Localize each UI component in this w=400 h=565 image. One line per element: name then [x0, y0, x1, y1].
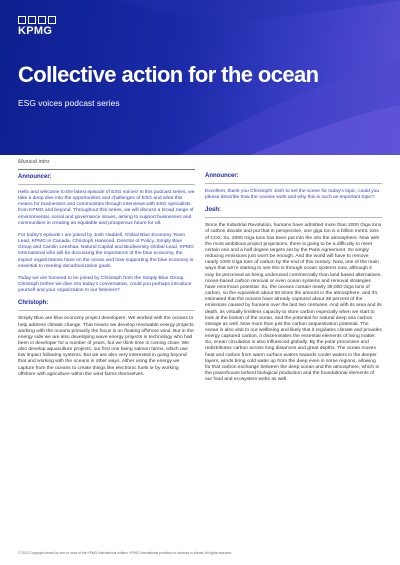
header-banner: [0, 0, 400, 155]
kpmg-logo: [18, 16, 58, 42]
paragraph-guests: For today's episode I am joined by Josh Haddell, Global Blue Economy Team Lead, KPMG in Canada, Christoph Harwood, Director of Policy, Simply Blue Group and Carolin Leeshaa, Natural Capital and Biodiversity Global Lead, KPMG International who will be discussing the importance of the blue economy, the impact organizations have on the ocean and how supporting the blue economy is essential to meeting decarbonization goals.: [18, 232, 194, 269]
footer-copyright: © 2023 Copyright owned by one or more of the KPMG International entities. KPMG International provides no services to clients. All rights reserved.: [18, 551, 233, 555]
paragraph-question-christoph: Today we are honored to be joined by Christoph from the Simply Blue Group, Christoph before we dive into today's conversation, could you perhaps introduce yourself and your organization to our listeners?: [18, 275, 192, 294]
paragraph-question-josh: Excellent, thank you Christoph! Josh to set the scene for today's topic, could you please describe how the oceans work and why this is such an important topic?: [205, 189, 380, 201]
page-subtitle: ESG voices podcast series: [18, 98, 120, 108]
right-column-spacer: [205, 159, 382, 169]
speaker-announcer-2: Announcer:: [205, 173, 382, 184]
paragraph-christoph-answer: Simply Blue are blue economy project developers. We worked with the oceans to help address climate change. That means we develop renewable energy projects working with the oceans primarily the focus is on floating offshore wind. But in the energy side we are also developing wave energy projects in technology who had been in developer for a number of years, but we think time is coming close. We also develop aquaculture projects, our first one being salmon farms, which use low impact following systems. But we are also very interested in going beyond that and working with the oceans in other ways, either using the energy we capture from the oceans to create things like electronic fuels or by working offshore with agriculture within the wind farms themselves.: [18, 316, 194, 377]
speaker-christoph: Christoph:: [18, 300, 195, 311]
speaker-josh: Josh:: [205, 207, 382, 218]
right-column: [205, 159, 382, 389]
logo-wordmark: KPMG: [18, 25, 53, 37]
section-label-musical-intro: Musical intro: [18, 159, 195, 170]
logo-boxes: [18, 16, 58, 24]
left-column: [18, 159, 195, 384]
page-title: Collective action for the ocean: [18, 62, 319, 87]
paragraph-josh-answer: Since the Industrial Revolution, humans have admitted more than 2000 Giga tons of carbon dioxide and put that in perspective, one giga ton is a billion metric tons of CO2. So, 2000 Giga tons has been put into the into the atmosphere. Now with the most ambitious project projections, there is going to be a difficulty to meet certain one and a half degree targets set by the Paris Agreement. So simply reducing emissions just won't be enough. And the world will have to remove nearly 1000 Giga tons of carbon by the end of this century. Now, one of the main ways that we're starting to see this is through ocean systems now, although it may be perceived as being underused commercially than land based alternatives, ocean-based carbon removal or even ocean systems and removal strategies have enormous potential. So, the oceans contain nearly 39,000 Giga tons of carbon, so the equivalent about 50 times the amount in the atmosphere, and it's estimated that the oceans have already captured about 38 percent of the emissions caused by humans over the last two centuries. And with its area and its depth, its virtually limitless capacity to store carbon especially when we start to look at the bottom of the ocean, and the potential for natural deep sea carbon storage as well. Now more than just the carbon sequestration potential. The ocean is also vital to our wellbeing and likely that it regulates climate and provides energy captured carbon, it disseminates the essential elements of living matter. So, ocean circulation is also influenced globally. By the polar processes and redistributes carbon across long distances and great depths. The ocean moves heat and carbon from warm surface waters towards cooler waters in the deeper layers, winds bring cold water up from the deep even in some regions, allowing for that carbon exchange between the deep ocean and the atmosphere, which is the powerhouse behind biological production and the foundational elements of our food and ecosystem webs as well.: [205, 223, 382, 383]
speaker-announcer-1: Announcer:: [18, 174, 195, 185]
paragraph-intro: Hello and welcome to the latest episode of ESG voices! In this podcast series, we take a deep dive into the opportunities and challenges of ESG and what this means for businesses and communities through interviews with ESG specialists from KPMG and beyond. Throughout this series, we will discuss a broad range of environmental, social and governance issues, aiming to support businesses and communities in creating an equitable and prosperous future for all.: [18, 190, 195, 226]
